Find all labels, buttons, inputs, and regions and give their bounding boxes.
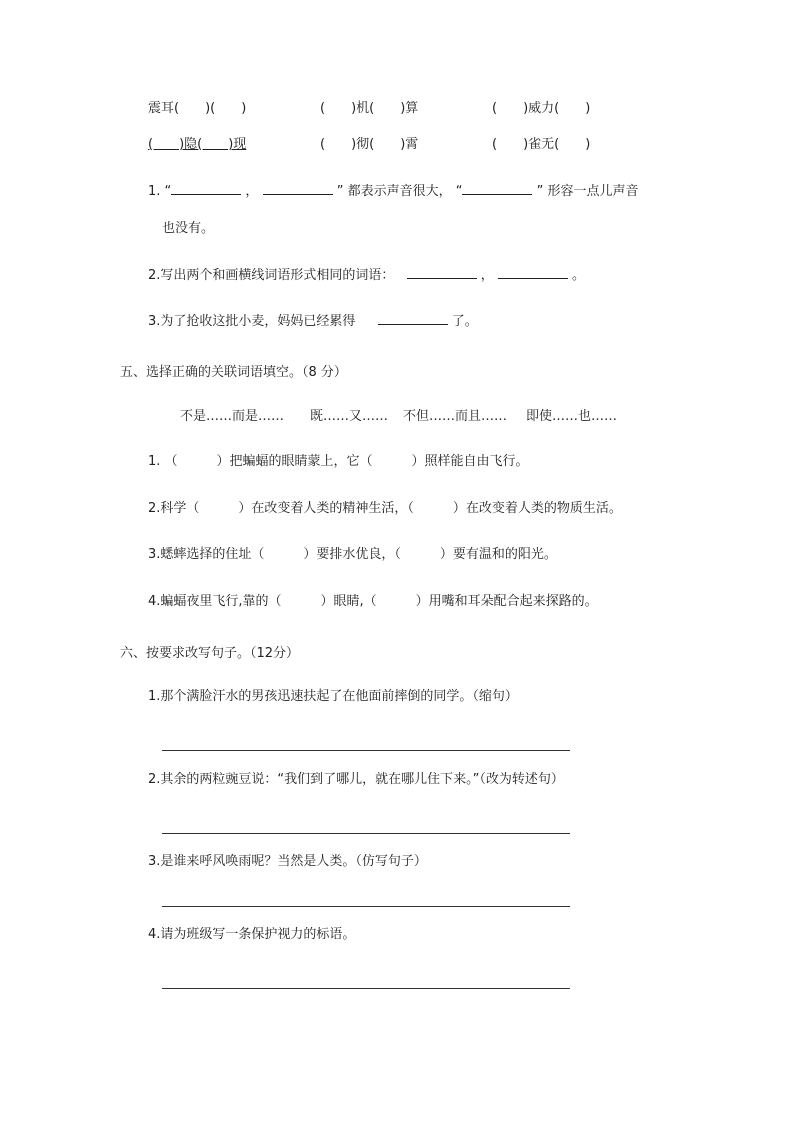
q2-sep: ，: [480, 268, 494, 283]
s5-item-4: 4.蝙蝠夜里飞行,靠的（ ）眼睛,（ ）用嘴和耳朵配合起来探路的。: [148, 594, 598, 609]
answer-blank[interactable]: [378, 312, 448, 325]
idiom-1: 震耳( )( ): [148, 101, 247, 116]
option-2: 既……又……: [310, 409, 389, 424]
option-1: 不是……而是……: [180, 409, 285, 424]
idiom-3: ( )威力( ): [492, 101, 591, 116]
answer-blank[interactable]: [498, 266, 568, 279]
idiom-5: ( )彻( )霄: [320, 137, 419, 152]
idiom-2: ( )机( )算: [320, 101, 419, 116]
idiom-6: ( )雀无( ): [492, 137, 591, 152]
q1-text-c: ” 都表示声音很大， “: [336, 184, 463, 199]
answer-line[interactable]: [162, 833, 570, 834]
option-4: 即使……也……: [526, 409, 618, 424]
q-item-2: [148, 266, 585, 285]
idiom-4: ( )隐( )现: [148, 137, 247, 152]
q1-text-b: ，: [245, 184, 259, 199]
section-6-title: 六、按要求改写句子。（12分）: [120, 646, 300, 661]
q-item-1: [148, 182, 638, 201]
s5-item-1: 1. （ ）把蝙蝠的眼睛蒙上，它（ ）照样能自由飞行。: [148, 454, 529, 469]
answer-blank[interactable]: [171, 182, 241, 195]
section-5-title: 五、选择正确的关联词语填空。（8 分）: [120, 365, 347, 380]
s6-item-3: 3.是谁来呼风唤雨呢？当然是人类。（仿写句子）: [148, 854, 427, 869]
q-item-1-continued: 也没有。: [162, 221, 215, 236]
q3-text: 3.为了抢收这批小麦，妈妈已经累得: [148, 314, 356, 329]
answer-line[interactable]: [162, 988, 570, 989]
q1-text-a: 1. “: [148, 184, 172, 199]
option-3: 不但……而且……: [403, 409, 508, 424]
answer-line[interactable]: [162, 750, 570, 751]
q2-end: 。: [571, 268, 585, 283]
s6-item-1: 1.那个满脸汗水的男孩迅速扶起了在他面前摔倒的同学。（缩句）: [148, 689, 518, 704]
q1-text-d: ” 形容一点儿声音: [536, 184, 639, 199]
q-item-3: [148, 312, 478, 331]
s6-item-2: 2.其余的两粒豌豆说：“我们到了哪儿，就在哪儿住下来。”（改为转述句）: [148, 772, 564, 787]
answer-line[interactable]: [162, 906, 570, 907]
answer-blank[interactable]: [263, 182, 333, 195]
q2-text: 2.写出两个和画横线词语形式相同的词语：: [148, 268, 395, 283]
s5-item-3: 3.蟋蟀选择的住址（ ）要排水优良，（ ）要有温和的阳光。: [148, 547, 557, 562]
answer-blank[interactable]: [407, 266, 477, 279]
q3-end: 了。: [451, 314, 478, 329]
s5-item-2: 2.科学（ ）在改变着人类的精神生活，（ ）在改变着人类的物质生活。: [148, 501, 622, 516]
s6-item-4: 4.请为班级写一条保护视力的标语。: [148, 927, 356, 942]
answer-blank[interactable]: [462, 182, 532, 195]
